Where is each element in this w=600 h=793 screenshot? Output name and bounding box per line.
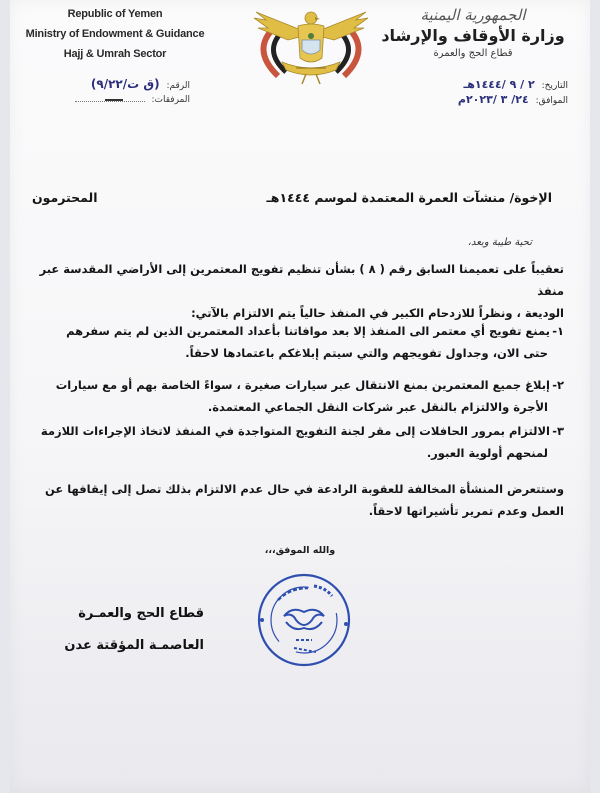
signature-city: العاصمـة المؤقتة عدن (64, 638, 204, 653)
list-item-line: الأجرة والالتزام بالنقل عبر شركات النقل الجماعي المعتمدة. (207, 400, 548, 414)
closing-line: والله الموفق،،، (264, 545, 336, 556)
list-item-text: يمنع تفويج أي معتمر الى المنفذ إلا بعد موافاتنا بأعداد المعتمرين الذين لم يتم سفرهم (66, 324, 550, 338)
list-item-2 (19, 374, 564, 418)
header-en-ministry: Ministry of Endowment & Guidance (25, 28, 205, 40)
list-item-number: ١- (552, 324, 564, 338)
greeting: تحية طيبة وبعد، (467, 237, 532, 248)
header-en-republic: Republic of Yemen (67, 8, 163, 20)
reference-number-label: الرقم: (166, 81, 190, 91)
attachments-blank (75, 93, 145, 102)
addressee: الإخوة/ منشآت العمرة المعتمدة لموسم ١٤٤٤هـ (266, 190, 552, 205)
list-item-line: لمنحهم أولوية العبور. (426, 446, 548, 460)
list-item-3 (19, 420, 564, 464)
addressee-line (32, 190, 552, 205)
yemen-emblem-icon (236, 4, 386, 86)
list-item-line: حتى الان، وجداول تفويجهم والتي سيتم إبلاغكم باعتمادها لاحقاً. (185, 346, 548, 360)
list-item-text: إبلاغ جميع المعتمرين بمنع الانتقال عبر سيارات صغيرة ، سواءً الخاصة بهم أو مع سيارات (55, 378, 550, 392)
reference-block (40, 78, 190, 107)
warning-line: وستتعرض المنشأة المخالفة للعقوبة الرادعة في حال عدم الالتزام بذلك تصل إلى إيقافها عن (44, 482, 564, 496)
warning-paragraph (19, 478, 564, 522)
hijri-date-label: التاريخ: (541, 81, 568, 91)
header-ar-republic: الجمهورية اليمنية (420, 6, 526, 24)
gregorian-date-row (388, 93, 568, 108)
official-stamp-icon (256, 572, 352, 668)
letter-page (10, 0, 590, 793)
list-item-line (19, 374, 564, 396)
signature-block (64, 598, 204, 662)
list-item-number: ٣- (552, 424, 564, 438)
list-item-line (19, 320, 564, 342)
attachments-label: المرفقات: (151, 95, 190, 105)
attachments-row (40, 93, 190, 107)
warning-line: العمل وعدم تمرير تأشيراتها لاحقاً. (368, 504, 564, 518)
header-ar-ministry: وزارة الأوقاف والإرشاد (381, 26, 565, 45)
list-item-1 (19, 320, 564, 364)
reference-number-row (40, 78, 190, 93)
list-item-text: الالتزام بمرور الحافلات إلى مقر لجنة التفويج المتواجدة في المنفذ لاتخاذ الإجراءات اللازمة (40, 424, 550, 438)
honorific: المحترمون (32, 190, 98, 205)
gregorian-date-label: الموافق: (535, 96, 568, 106)
hijri-date-row (388, 78, 568, 93)
list-item-number: ٢- (552, 378, 564, 392)
intro-line: الوديعة ، ونظراً للازدحام الكبير في المنفذ حالياً يتم الالتزام بالآتي: (191, 306, 564, 320)
list-item-line (19, 420, 564, 442)
reference-number-value: (ق ت/٩/٢٢) (90, 77, 160, 91)
intro-paragraph (19, 258, 564, 324)
header-en-sector: Hajj & Umrah Sector (63, 48, 167, 60)
arabic-letterhead (378, 4, 568, 62)
hijri-date-value: ٢ / ٩ /١٤٤٤هـ (463, 78, 535, 91)
header-ar-sector: قطاع الحج والعمرة (433, 48, 513, 59)
intro-line: تعقيباً على تعميمنا السابق رقم ( ٨ ) بشأن تنظيم تفويج المعتمرين إلى الأراضي المقدسة عبر منفذ (39, 262, 564, 298)
english-letterhead (10, 4, 220, 64)
gregorian-date-value: ٢٤/ ٣ /٢٠٢٣م (457, 93, 529, 106)
signature-sector: قطاع الحج والعمـرة (78, 606, 204, 621)
date-block (388, 78, 568, 108)
